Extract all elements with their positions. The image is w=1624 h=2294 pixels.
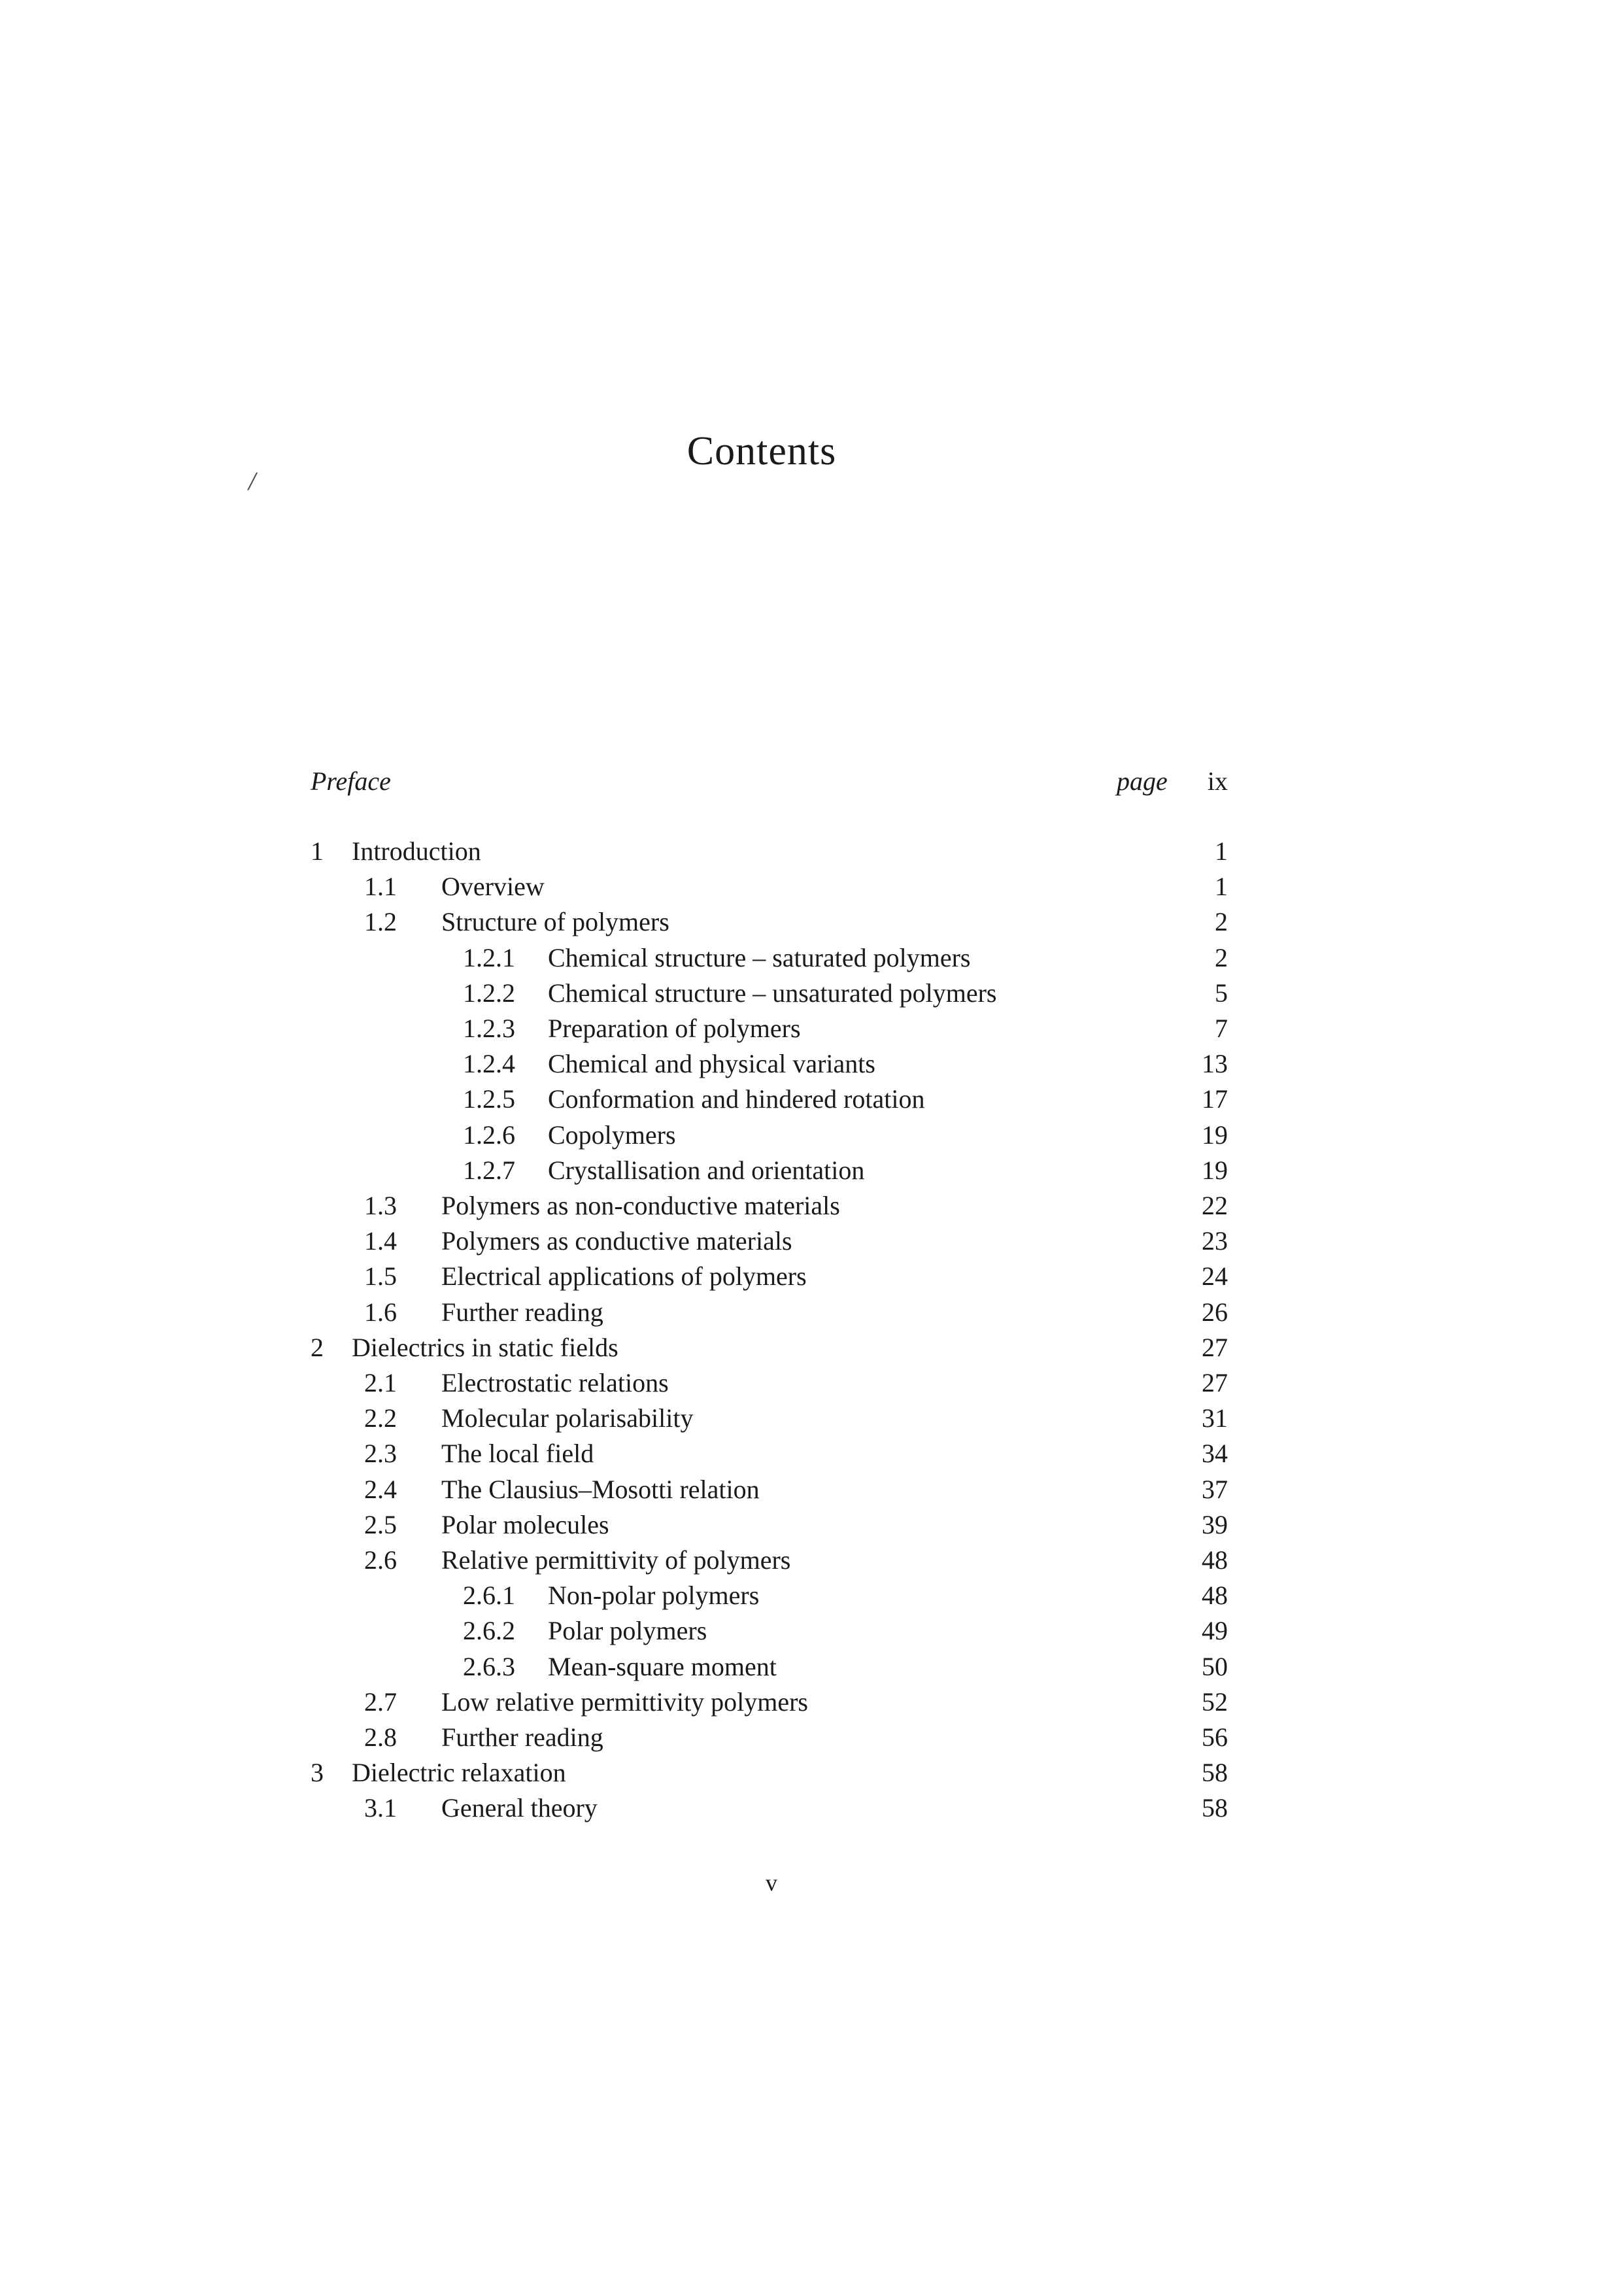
toc-entry-page-number: 34 bbox=[1202, 1439, 1228, 1468]
toc-entry-title: Conformation and hindered rotation bbox=[548, 1084, 925, 1114]
toc-entry-page-number: 37 bbox=[1202, 1475, 1228, 1504]
toc-entry[interactable] bbox=[0, 869, 1624, 904]
toc-entry-title: Non-polar polymers bbox=[548, 1581, 760, 1610]
toc-entry-number: 1.4 bbox=[364, 1226, 397, 1256]
toc-entry-title: General theory bbox=[441, 1793, 598, 1823]
toc-entry-title: Polymers as conductive materials bbox=[441, 1226, 792, 1256]
page-folio: v bbox=[766, 1870, 777, 1896]
toc-entry-page-number: 48 bbox=[1202, 1545, 1228, 1575]
toc-entry-title: Further reading bbox=[441, 1297, 603, 1327]
toc-entry[interactable] bbox=[0, 1578, 1624, 1613]
toc-entry[interactable] bbox=[0, 1543, 1624, 1578]
preface-title: Preface bbox=[311, 766, 391, 796]
toc-entry-page-number: 22 bbox=[1202, 1191, 1228, 1220]
toc-entry-title: Relative permittivity of polymers bbox=[441, 1545, 791, 1575]
toc-entry-page-number: 52 bbox=[1202, 1687, 1228, 1717]
toc-entry-number: 2.6.1 bbox=[463, 1581, 515, 1610]
toc-entry-title: Electrostatic relations bbox=[441, 1368, 669, 1397]
toc-entry-title: Low relative permittivity polymers bbox=[441, 1687, 808, 1717]
toc-entry-number: 1.2.5 bbox=[463, 1084, 515, 1114]
toc-entry[interactable] bbox=[0, 976, 1624, 1011]
toc-entry-title: Overview bbox=[441, 872, 545, 901]
toc-entry-number: 1.2.2 bbox=[463, 978, 515, 1008]
preface-page-number: ix bbox=[1207, 766, 1228, 796]
toc-entry-number: 1.2.1 bbox=[463, 943, 515, 972]
toc-entry-title: Dielectrics in static fields bbox=[352, 1333, 618, 1362]
toc-entry-number: 2 bbox=[311, 1333, 324, 1362]
toc-entry[interactable] bbox=[0, 1755, 1624, 1790]
toc-entry-number: 1.2.3 bbox=[463, 1014, 515, 1043]
toc-entry[interactable] bbox=[0, 1472, 1624, 1507]
toc-entry-number: 1.2.7 bbox=[463, 1156, 515, 1185]
toc-entry-number: 2.1 bbox=[364, 1368, 397, 1397]
toc-entry[interactable] bbox=[0, 1436, 1624, 1471]
toc-entry-page-number: 49 bbox=[1202, 1616, 1228, 1645]
toc-entry-page-number: 19 bbox=[1202, 1156, 1228, 1185]
toc-entry-number: 1.1 bbox=[364, 872, 397, 901]
toc-entry-title: Copolymers bbox=[548, 1120, 676, 1150]
page-label: page bbox=[1117, 766, 1168, 796]
toc-entry-page-number: 58 bbox=[1202, 1793, 1228, 1823]
toc-entry-title: Chemical structure – unsaturated polymers bbox=[548, 978, 997, 1008]
toc-entry[interactable] bbox=[0, 1365, 1624, 1401]
toc-entry-page-number: 27 bbox=[1202, 1333, 1228, 1362]
toc-entry-title: Structure of polymers bbox=[441, 907, 669, 936]
toc-entry-page-number: 7 bbox=[1215, 1014, 1228, 1043]
toc-entry-title: Further reading bbox=[441, 1722, 603, 1752]
toc-entry[interactable] bbox=[0, 1153, 1624, 1188]
toc-entry-number: 2.7 bbox=[364, 1687, 397, 1717]
toc-entry-title: Dielectric relaxation bbox=[352, 1758, 566, 1787]
page-title: Contents bbox=[686, 429, 837, 473]
toc-entry-number: 2.5 bbox=[364, 1510, 397, 1539]
toc-entry[interactable] bbox=[0, 1259, 1624, 1294]
toc-entry-page-number: 23 bbox=[1202, 1226, 1228, 1256]
toc-entry-number: 1.2.6 bbox=[463, 1120, 515, 1150]
toc-entry-preface[interactable] bbox=[0, 764, 1624, 799]
toc-entry-page-number: 2 bbox=[1215, 907, 1228, 936]
toc-entry-number: 1.2 bbox=[364, 907, 397, 936]
toc-entry-number: 1 bbox=[311, 836, 324, 866]
toc-entry[interactable] bbox=[0, 1685, 1624, 1720]
toc-entry-number: 2.6 bbox=[364, 1545, 397, 1575]
toc-entry[interactable] bbox=[0, 1188, 1624, 1224]
toc-entry-number: 2.4 bbox=[364, 1475, 397, 1504]
toc-entry[interactable] bbox=[0, 1649, 1624, 1685]
toc-entry-page-number: 26 bbox=[1202, 1297, 1228, 1327]
toc-entry[interactable] bbox=[0, 1295, 1624, 1330]
toc-entry-page-number: 24 bbox=[1202, 1261, 1228, 1291]
toc-entry[interactable] bbox=[0, 1118, 1624, 1153]
toc-entry-number: 3.1 bbox=[364, 1793, 397, 1823]
toc-entry[interactable] bbox=[0, 1613, 1624, 1649]
toc-entry-title: The Clausius–Mosotti relation bbox=[441, 1475, 760, 1504]
toc-entry-title: Chemical and physical variants bbox=[548, 1049, 875, 1078]
toc-entry[interactable] bbox=[0, 1046, 1624, 1082]
toc-entry[interactable] bbox=[0, 834, 1624, 869]
toc-entry-page-number: 48 bbox=[1202, 1581, 1228, 1610]
toc-entry[interactable] bbox=[0, 1011, 1624, 1046]
toc-entry-title: Chemical structure – saturated polymers bbox=[548, 943, 971, 972]
toc-entry-title: Electrical applications of polymers bbox=[441, 1261, 807, 1291]
toc-entry-number: 2.3 bbox=[364, 1439, 397, 1468]
toc-entry-page-number: 1 bbox=[1215, 872, 1228, 901]
toc-entry-number: 2.2 bbox=[364, 1403, 397, 1433]
toc-entry[interactable] bbox=[0, 940, 1624, 976]
toc-entry-page-number: 50 bbox=[1202, 1652, 1228, 1681]
toc-entry[interactable] bbox=[0, 1330, 1624, 1365]
toc-entry-title: Introduction bbox=[352, 836, 481, 866]
toc-entry-number: 1.6 bbox=[364, 1297, 397, 1327]
toc-entry-title: Preparation of polymers bbox=[548, 1014, 801, 1043]
toc-entry-number: 2.6.2 bbox=[463, 1616, 515, 1645]
toc-entry-title: Mean-square moment bbox=[548, 1652, 777, 1681]
toc-entry-page-number: 2 bbox=[1215, 943, 1228, 972]
toc-entry[interactable] bbox=[0, 1790, 1624, 1826]
toc-entry-title: Polar molecules bbox=[441, 1510, 609, 1539]
toc-entry-number: 3 bbox=[311, 1758, 324, 1787]
toc-entry-title: Crystallisation and orientation bbox=[548, 1156, 865, 1185]
toc-entry[interactable] bbox=[0, 1401, 1624, 1436]
stray-pen-mark: / bbox=[248, 466, 256, 496]
toc-entry-page-number: 39 bbox=[1202, 1510, 1228, 1539]
toc-entry-number: 2.6.3 bbox=[463, 1652, 515, 1681]
toc-entry-page-number: 58 bbox=[1202, 1758, 1228, 1787]
toc-entry-title: Molecular polarisability bbox=[441, 1403, 694, 1433]
toc-entry[interactable] bbox=[0, 904, 1624, 940]
toc-entry-title: Polymers as non-conductive materials bbox=[441, 1191, 840, 1220]
toc-entry[interactable] bbox=[0, 1720, 1624, 1755]
toc-entry-title: Polar polymers bbox=[548, 1616, 707, 1645]
toc-entry-number: 1.5 bbox=[364, 1261, 397, 1291]
toc-entry[interactable] bbox=[0, 1507, 1624, 1543]
toc-entry-page-number: 13 bbox=[1202, 1049, 1228, 1078]
toc-entry[interactable] bbox=[0, 1082, 1624, 1117]
toc-entry-number: 1.3 bbox=[364, 1191, 397, 1220]
toc-entry-page-number: 17 bbox=[1202, 1084, 1228, 1114]
toc-entry-title: The local field bbox=[441, 1439, 594, 1468]
toc-entry-page-number: 56 bbox=[1202, 1722, 1228, 1752]
toc-entry-number: 1.2.4 bbox=[463, 1049, 515, 1078]
toc-entry-number: 2.8 bbox=[364, 1722, 397, 1752]
toc-entry-page-number: 1 bbox=[1215, 836, 1228, 866]
toc-entry-page-number: 19 bbox=[1202, 1120, 1228, 1150]
toc-entry[interactable] bbox=[0, 1224, 1624, 1259]
toc-entry-page-number: 31 bbox=[1202, 1403, 1228, 1433]
toc-entry-page-number: 27 bbox=[1202, 1368, 1228, 1397]
toc-entry-page-number: 5 bbox=[1215, 978, 1228, 1008]
